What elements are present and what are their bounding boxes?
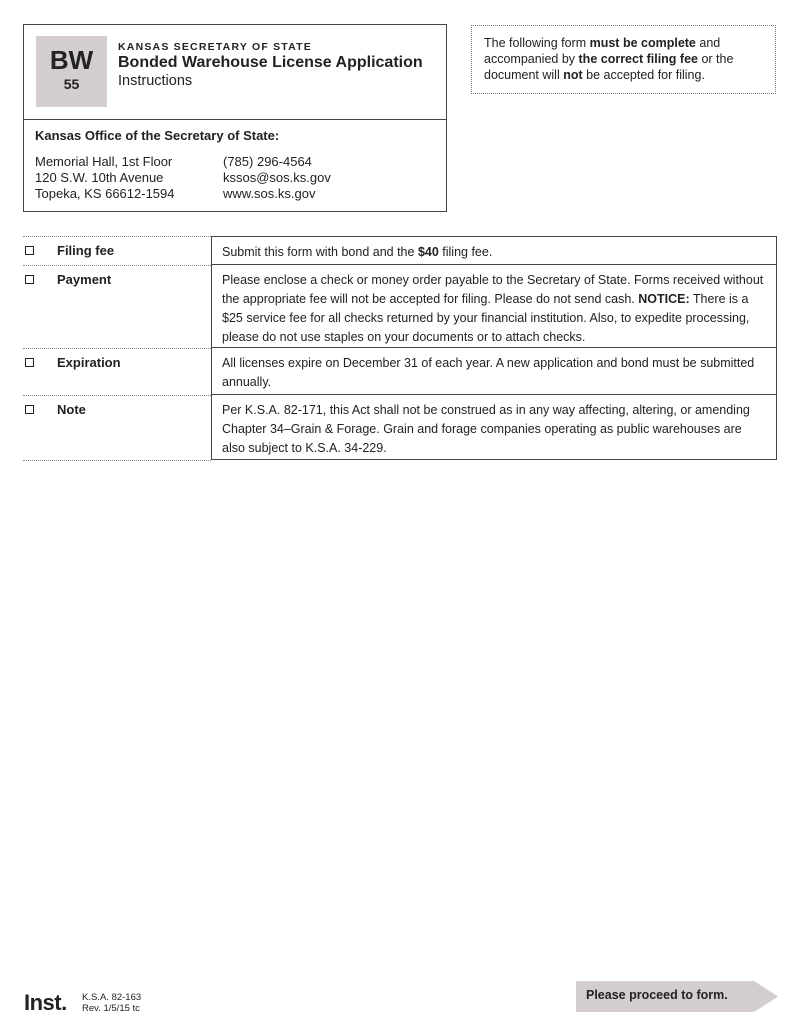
checkbox[interactable]: [25, 358, 34, 367]
row-text: [211, 236, 777, 265]
instruction-row-note: [23, 395, 777, 460]
row-text: Per K.S.A. 82-171, this Act shall not be construed as in any way affecting, altering, or amending Chapter 34–Grain & Forage. Grain and forage companies operating as public warehouses are also subject to K.S.A. 34-229.: [211, 395, 777, 460]
office-address: [35, 154, 175, 202]
row-label: Note: [57, 402, 86, 417]
website: www.sos.ks.gov: [223, 186, 316, 201]
notice-text: be accepted for filing.: [582, 68, 705, 82]
form-badge: [36, 36, 107, 107]
text: There is a $25 service fee for all checks returned by your financial institution. Also, to expedite processing, please do not use staples on your documents or to attach checks.: [222, 292, 750, 344]
notice-bold: the correct filing fee: [578, 52, 698, 66]
text: Please enclose a check or money order payable to the Secretary of State. Forms received without the appropriate fee will not be accepted for filing. Please do not send cash.: [222, 273, 764, 306]
checkbox[interactable]: [25, 275, 34, 284]
form-code: BW: [49, 45, 94, 75]
address-line: Topeka, KS 66612-1594: [35, 186, 175, 201]
row-label: Payment: [57, 272, 112, 287]
instruction-row-payment: [23, 265, 777, 348]
row-text: [211, 265, 777, 348]
address-line: Memorial Hall, 1st Floor: [35, 154, 173, 169]
email: kssos@sos.ks.gov: [223, 170, 331, 185]
text: Submit this form with bond and the: [222, 245, 418, 259]
divider: [23, 460, 211, 461]
footer-reference: [82, 992, 141, 1014]
revision: Rev. 1/5/15 tc: [82, 1003, 140, 1014]
instruction-row-expiration: [23, 348, 777, 395]
text: filing fee.: [438, 245, 493, 259]
form-header: [23, 24, 447, 212]
text-bold: NOTICE:: [638, 292, 690, 306]
address-line: 120 S.W. 10th Avenue: [35, 170, 164, 185]
notice-text: or the document will: [484, 52, 734, 82]
inst-label: Inst.: [24, 990, 67, 1015]
notice-text: and accompanied by: [484, 36, 721, 66]
statute: K.S.A. 82-163: [82, 992, 142, 1003]
filing-notice: [471, 25, 776, 94]
agency-name: KANSAS SECRETARY OF STATE: [118, 41, 312, 53]
form-number: 55: [63, 76, 80, 92]
page-title: Bonded Warehouse License Application: [118, 54, 423, 71]
phone: (785) 296-4564: [223, 154, 312, 169]
notice-bold: must be complete: [589, 36, 696, 50]
row-text: All licenses expire on December 31 of each year. A new application and bond must be submitted annually.: [211, 348, 777, 395]
checkbox[interactable]: [25, 246, 34, 255]
notice-text: The following form: [484, 36, 590, 50]
notice-bold: not: [563, 68, 583, 82]
proceed-label: Please proceed to form.: [586, 988, 728, 1002]
text-bold: $40: [417, 245, 439, 259]
checkbox[interactable]: [25, 405, 34, 414]
office-heading: Kansas Office of the Secretary of State:: [35, 128, 280, 143]
row-label: Filing fee: [57, 243, 115, 258]
office-contact: [223, 154, 331, 202]
row-label: Expiration: [57, 355, 121, 370]
page-subtitle: Instructions: [118, 73, 193, 89]
proceed-to-form-arrow[interactable]: [576, 981, 778, 1012]
instruction-row-filing-fee: [23, 236, 777, 265]
